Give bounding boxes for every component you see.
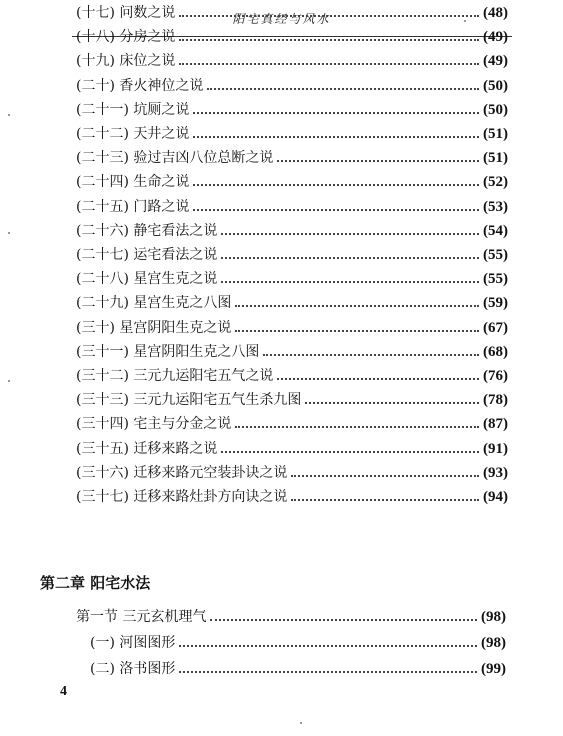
toc-entry[interactable] (76, 244, 508, 266)
toc-entry-page-number: (91) (483, 440, 508, 457)
toc-entry-page-number: (50) (483, 101, 508, 118)
toc-entry-page-number: (67) (483, 319, 508, 336)
dot-leader (277, 378, 479, 380)
toc-entry[interactable] (76, 220, 508, 242)
toc-entry-label: (三十六) 迁移来路元空装卦诀之说 (76, 464, 288, 481)
toc-entry-label: (十八) 分房之说 (76, 29, 176, 46)
toc-entry[interactable] (76, 50, 508, 72)
toc-entry-label: (二十二) 天井之说 (76, 126, 190, 142)
toc-entry-label: (三十二) 三元九运阳宅五气之说 (76, 368, 274, 384)
toc-entry[interactable] (76, 196, 508, 218)
toc-entry[interactable] (76, 26, 508, 48)
toc-entry[interactable] (76, 413, 508, 435)
toc-entry[interactable] (76, 171, 508, 193)
toc-entry-label: (三十五) 迁移来路之说 (76, 440, 218, 457)
dot-leader (179, 671, 477, 673)
scan-speck (8, 114, 10, 116)
page-number: 4 (60, 684, 67, 699)
toc-entry[interactable] (76, 75, 508, 97)
toc-entry[interactable] (76, 486, 508, 508)
toc-entry[interactable] (76, 2, 508, 24)
toc-entry-label: (二十九) 星宫生克之八图 (76, 295, 232, 312)
toc-entry-label: (十七) 问数之说 (76, 5, 176, 21)
dot-leader (291, 499, 479, 501)
toc-entry-page-number: (53) (483, 198, 508, 215)
toc-entry-label: (三十三) 三元九运阳宅五气生杀九图 (76, 392, 302, 409)
toc-entry[interactable] (76, 147, 508, 169)
dot-leader (179, 63, 479, 65)
toc-entry-page-number: (51) (483, 126, 508, 142)
chapter-heading: 第二章 阳宅水法 (40, 574, 151, 592)
toc-entry-page-number: (49) (483, 29, 508, 46)
toc-entry-label: (三十四) 宅主与分金之说 (76, 416, 232, 433)
toc-entry[interactable] (76, 268, 508, 290)
toc-entry-page-number: (55) (483, 271, 508, 288)
toc-entry[interactable] (76, 389, 508, 411)
dot-leader (221, 451, 479, 453)
subsection-entry[interactable] (90, 658, 506, 680)
dot-leader (235, 330, 479, 332)
dot-leader (221, 233, 479, 235)
toc-entry[interactable] (76, 438, 508, 460)
toc-entry-page-number: (87) (483, 416, 508, 433)
dot-leader (179, 645, 477, 647)
scan-speck (8, 232, 10, 234)
dot-leader (263, 354, 479, 356)
dot-leader (193, 184, 479, 186)
toc-entry-label: (二十七) 运宅看法之说 (76, 247, 218, 263)
scan-speck (464, 20, 466, 22)
dot-leader (179, 15, 479, 17)
toc-entry[interactable] (76, 462, 508, 484)
toc-entry-page-number: (51) (483, 150, 508, 167)
toc-entry-label: (二十八) 星宫生克之说 (76, 271, 218, 288)
toc-entry-label: (三十一) 星宫阴阳生克之八图 (76, 343, 260, 360)
dot-leader (193, 209, 479, 211)
section-entry[interactable] (76, 606, 506, 628)
toc-entry[interactable] (76, 317, 508, 339)
toc-entry-label: (三十七) 迁移来路灶卦方向诀之说 (76, 489, 288, 505)
dot-leader (291, 475, 479, 477)
toc-entry[interactable] (76, 123, 508, 145)
toc-entry[interactable] (76, 99, 508, 121)
subsection-page-number: (99) (481, 661, 506, 677)
dot-leader (235, 305, 479, 307)
running-header: 阳宅真经与风水 (232, 12, 331, 26)
toc-entry-page-number: (52) (483, 174, 508, 191)
dot-leader (193, 136, 479, 138)
scan-speck (8, 380, 10, 382)
toc-entry-label: (二十一) 坑厕之说 (76, 101, 190, 118)
toc-entry-page-number: (78) (483, 392, 508, 409)
dot-leader (221, 257, 479, 259)
toc-entry-label: (二十) 香火神位之说 (76, 77, 204, 94)
toc-entry[interactable] (76, 365, 508, 387)
toc-entry-page-number: (59) (483, 295, 508, 312)
dot-leader (221, 281, 479, 283)
subsection-label: (二) 洛书图形 (90, 661, 176, 677)
dot-leader (179, 39, 479, 41)
dot-leader (207, 88, 479, 90)
toc-entry-label: (二十三) 验过吉凶八位总断之说 (76, 150, 274, 167)
dot-leader (235, 426, 479, 428)
subsection-page-number: (98) (481, 635, 506, 651)
dot-leader (277, 160, 479, 162)
toc-entry-page-number: (55) (483, 247, 508, 263)
dot-leader (193, 112, 479, 114)
toc-entry[interactable] (76, 292, 508, 314)
toc-entry-page-number: (68) (483, 343, 508, 360)
toc-entry-page-number: (50) (483, 77, 508, 94)
toc-entry-page-number: (94) (483, 489, 508, 505)
dot-leader (210, 619, 477, 621)
toc-entry-page-number: (93) (483, 464, 508, 481)
section-label: 第一节 三元玄机理气 (76, 609, 207, 625)
subsection-entry[interactable] (90, 632, 506, 654)
toc-entry-page-number: (76) (483, 368, 508, 384)
toc-entry-page-number: (54) (483, 222, 508, 239)
toc-entry-page-number: (48) (483, 5, 508, 21)
toc-entry-label: (三十) 星宫阴阳生克之说 (76, 319, 232, 336)
toc-entry[interactable] (76, 341, 508, 363)
subsection-label: (一) 河图图形 (90, 635, 176, 651)
scan-speck (300, 722, 302, 724)
dot-leader (305, 402, 479, 404)
section-page-number: (98) (481, 609, 506, 625)
toc-entry-label: (十九) 床位之说 (76, 53, 176, 70)
toc-entry-page-number: (49) (483, 53, 508, 70)
toc-entry-label: (二十五) 门路之说 (76, 198, 190, 215)
toc-entry-label: (二十四) 生命之说 (76, 174, 190, 191)
toc-entry-label: (二十六) 静宅看法之说 (76, 222, 218, 239)
